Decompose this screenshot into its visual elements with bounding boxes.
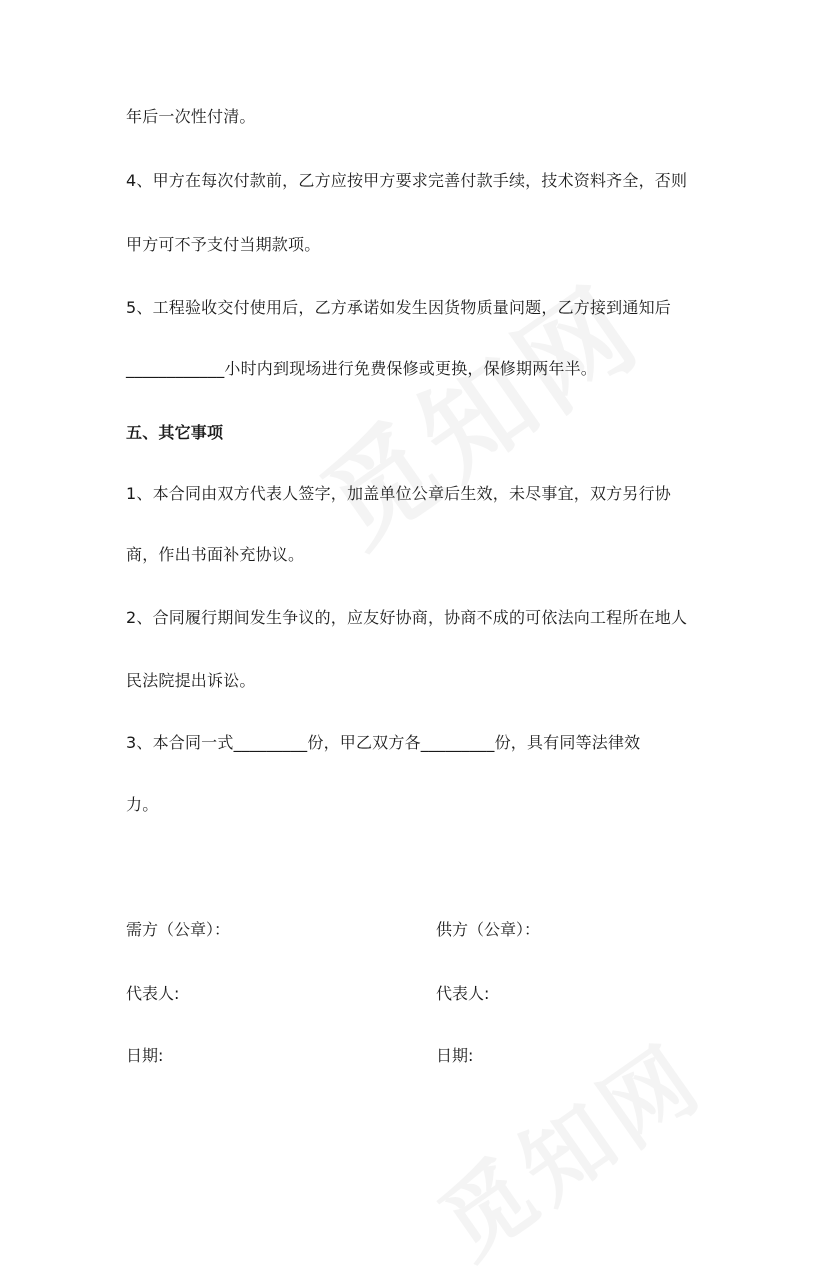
watermark [287, 243, 668, 575]
buyer-date-label: 日期: [126, 1046, 164, 1065]
seller-date-label: 日期: [436, 1046, 474, 1065]
buyer-representative-label: 代表人: [126, 984, 180, 1003]
seller-seal-label: 供方（公章）： [436, 920, 541, 939]
paragraph-line: 5、工程验收交付使用后，乙方承诺如发生因货物质量问题，乙方接到通知后 [126, 298, 671, 317]
paragraph-line: 力。 [126, 795, 159, 814]
paragraph-line: 甲方可不予支付当期款项。 [126, 235, 321, 254]
paragraph-line: 商，作出书面补充协议。 [126, 545, 305, 564]
paragraph-line: 4、甲方在每次付款前，乙方应按甲方要求完善付款手续，技术资料齐全，否则 [126, 171, 688, 190]
section-heading: 五、其它事项 [126, 423, 224, 442]
paragraph-line: 年后一次性付清。 [126, 107, 256, 126]
paragraph-line: 3、本合同一式_________份，甲乙双方各_________份，具有同等法律效 [126, 733, 641, 752]
paragraph-line: 1、本合同由双方代表人签字，加盖单位公章后生效，未尽事宜，双方另行协 [126, 484, 671, 503]
paragraph-line: 民法院提出诉讼。 [126, 671, 256, 690]
paragraph-line: 2、合同履行期间发生争议的，应友好协商，协商不成的可依法向工程所在地人 [126, 608, 688, 627]
paragraph-line: ____________小时内到现场进行免费保修或更换，保修期两年半。 [126, 359, 598, 378]
buyer-seal-label: 需方（公章）： [126, 920, 231, 939]
seller-representative-label: 代表人: [436, 984, 490, 1003]
